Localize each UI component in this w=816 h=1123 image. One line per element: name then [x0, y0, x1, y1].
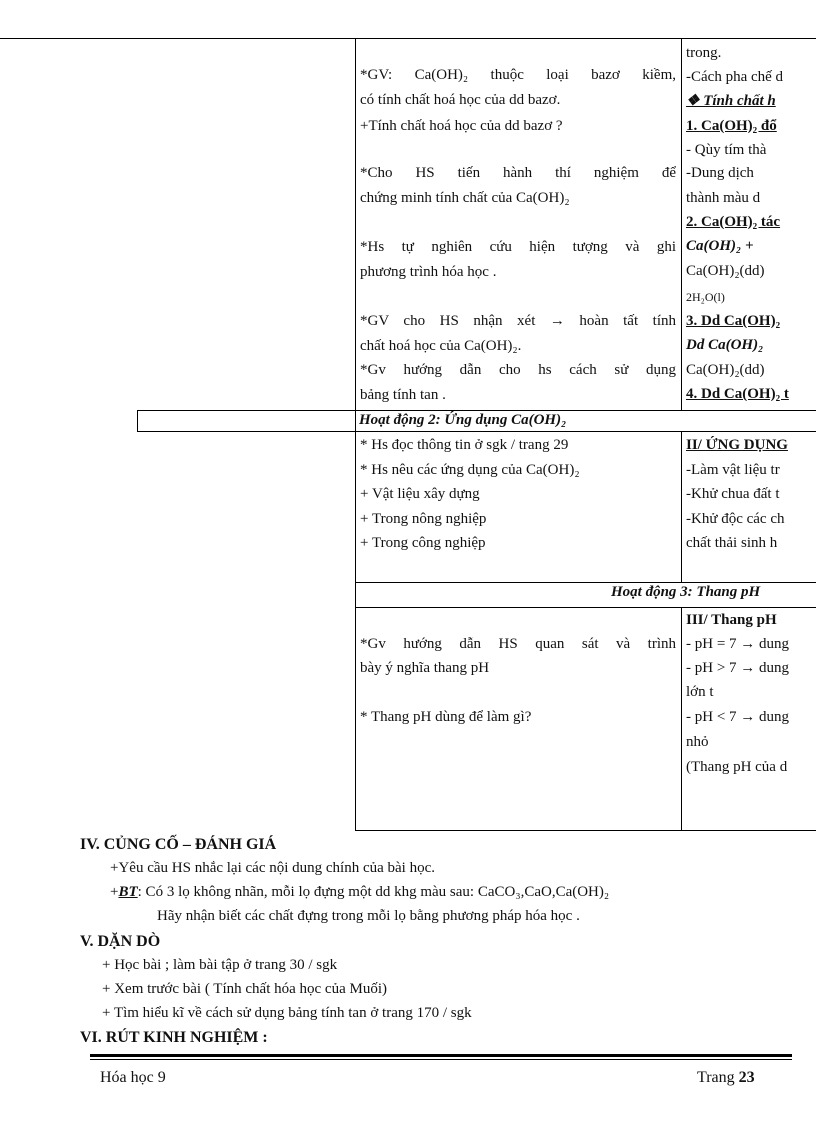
row-rule [137, 410, 816, 411]
text-line: * Hs đọc thông tin ở sgk / trang 29 [360, 437, 569, 453]
text-line: lớn t [686, 684, 714, 700]
text-line: thành màu d [686, 190, 761, 206]
text-line: - Qùy tím thà [686, 142, 767, 158]
section-4-line-2: +BT: Có 3 lọ không nhãn, mỗi lọ đựng một dd khg màu sau: CaCO₃,CaO,Ca(OH)₂ [110, 884, 610, 900]
row-rule [355, 582, 816, 583]
text-line: *GV cho HS nhận xét → hoàn tất tính [360, 313, 676, 329]
text-line: + Trong công nghiệp [360, 535, 486, 551]
text-line: Ca(OH)₂(dd) [686, 362, 765, 378]
text-line: chứng minh tính chất của Ca(OH)₂ [360, 190, 570, 206]
bt-label: BT [118, 884, 138, 900]
text-line: Dd Ca(OH)₂ [686, 337, 764, 353]
section-4-line-1: +Yêu cầu HS nhắc lại các nội dung chính của bài học. [110, 860, 436, 876]
text-line: - pH > 7 → dung [686, 660, 790, 676]
text-line: * Hs nêu các ứng dụng của Ca(OH)₂ [360, 462, 580, 478]
row1-teacher-activities [356, 38, 680, 410]
text-line: 1. Ca(OH)₂ đổ [686, 118, 777, 134]
text-line: trong. [686, 45, 722, 61]
text-line: 4. Dd Ca(OH)₂ t [686, 386, 789, 402]
text-line: + Vật liệu xây dựng [360, 486, 480, 502]
text-line: *GV: Ca(OH)₂ thuộc loại bazơ kiềm, [360, 67, 676, 83]
text-line: *Cho HS tiến hành thí nghiệm để [360, 165, 676, 181]
text-line: II/ ỨNG DỤNG [686, 437, 788, 453]
text-line: *Gv hướng dẫn HS quan sát và trình [360, 636, 676, 652]
homework-item: + Xem trước bài ( Tính chất hóa học của Muối) [102, 981, 387, 997]
activity-2-title: Hoạt động 2: Ứng dụng Ca(OH)₂ [359, 412, 567, 428]
row2-content [682, 431, 816, 582]
table-outer-left-border [137, 410, 138, 431]
row3-teacher-activities [356, 607, 680, 830]
text-line: Ca(OH)₂(dd) [686, 263, 765, 279]
text-line: + Trong nông nghiệp [360, 511, 487, 527]
text-line: III/ Thang pH [686, 612, 777, 628]
text-line: chất hoá học của Ca(OH)₂. [360, 338, 522, 354]
text-line: - pH < 7 → dung [686, 709, 790, 725]
section-5-title: V. DẶN DÒ [80, 933, 161, 950]
text-line: * Thang pH dùng để làm gì? [360, 709, 532, 725]
text-line: bảng tính tan . [360, 387, 446, 403]
text-line: -Khử độc các ch [686, 511, 785, 527]
text-line: *Gv hướng dẫn cho hs cách sử dụng [360, 362, 676, 378]
footer-rule-thick [90, 1054, 792, 1057]
text-line: chất thải sinh h [686, 535, 778, 551]
text-line: phương trình hóa học . [360, 264, 497, 280]
text-line: có tính chất hoá học của dd bazơ. [360, 92, 561, 108]
section-6-title: VI. RÚT KINH NGHIỆM : [80, 1029, 268, 1046]
text-line: ❖ Tính chất h [686, 93, 776, 109]
exercise-text: : Có 3 lọ không nhãn, mỗi lọ đựng một dd khg màu sau: CaCO₃,CaO,Ca(OH)₂ [137, 884, 610, 900]
footer-subject: Hóa học 9 [100, 1069, 166, 1086]
row3-content [682, 607, 816, 830]
text-line: -Dung dịch [686, 165, 754, 181]
text-line: +Tính chất hoá học của dd bazơ ? [360, 118, 563, 134]
text-line: *Hs tự nghiên cứu hiện tượng và ghi [360, 239, 676, 255]
homework-item: + Học bài ; làm bài tập ở trang 30 / sgk [102, 957, 338, 973]
section-4-line-3: Hãy nhận biết các chất đựng trong mỗi lọ bằng phương pháp hóa học . [157, 908, 580, 924]
row2-teacher-activities [356, 431, 680, 582]
activity-3-title: Hoạt động 3: Thang pH [611, 584, 761, 600]
text-line: (Thang pH của d [686, 759, 788, 775]
page-number: 23 [738, 1069, 755, 1086]
section-4-title: IV. CỦNG CỐ – ĐÁNH GIÁ [80, 836, 277, 853]
text-line: bày ý nghĩa thang pH [360, 660, 490, 676]
text-line: 2. Ca(OH)₂ tác [686, 214, 781, 230]
text-line: nhỏ [686, 734, 709, 750]
text-line: 2H₂O(l) [686, 290, 725, 304]
text-line: - pH = 7 → dung [686, 636, 790, 652]
text-line: -Khử chua đất t [686, 486, 780, 502]
row1-content [682, 38, 816, 410]
row-rule [355, 830, 816, 831]
text-line: 3. Dd Ca(OH)₂ [686, 313, 781, 329]
footer-page [697, 1069, 755, 1087]
text-line: -Cách pha chế d [686, 69, 784, 85]
footer-rule-thin [90, 1059, 792, 1060]
page-label: Trang [697, 1069, 739, 1086]
homework-item: + Tìm hiểu kĩ về cách sử dụng bảng tính tan ở trang 170 / sgk [102, 1005, 472, 1021]
text-line: Ca(OH)₂ + [686, 238, 754, 254]
text-line: -Làm vật liệu tr [686, 462, 780, 478]
